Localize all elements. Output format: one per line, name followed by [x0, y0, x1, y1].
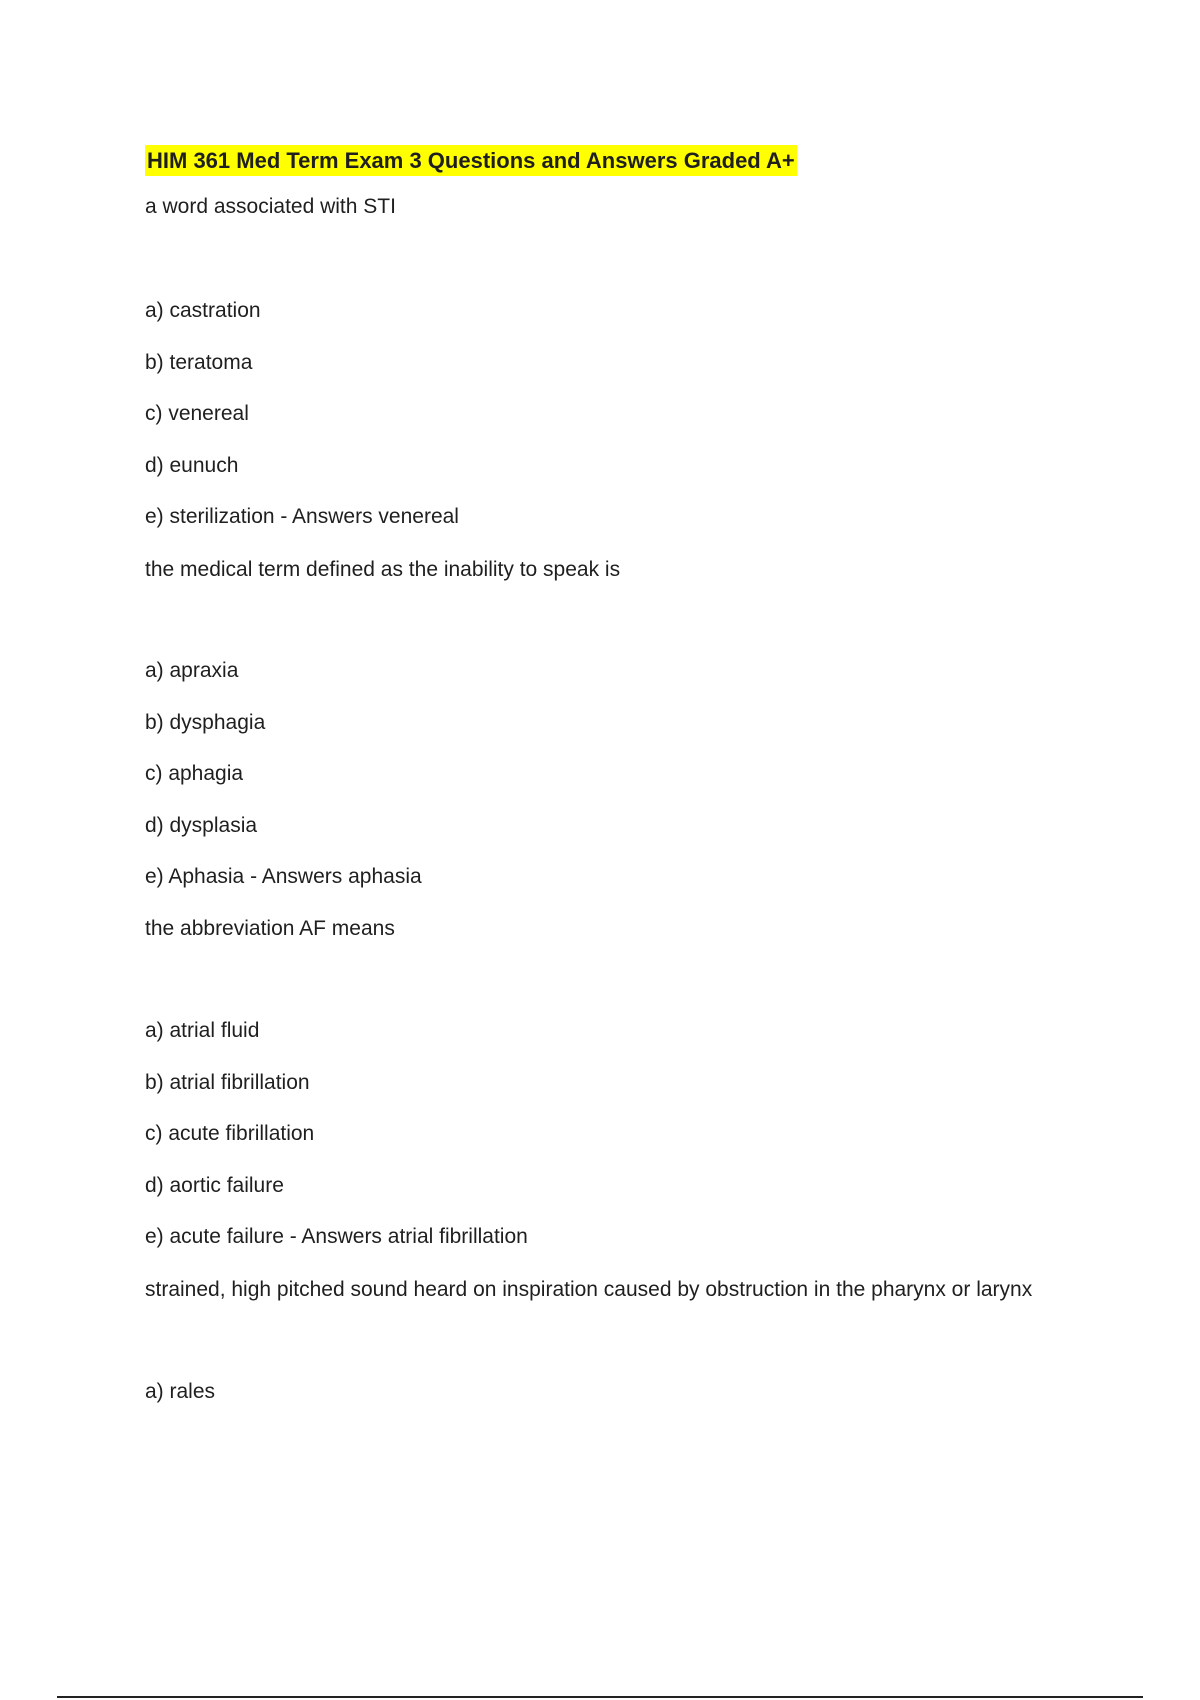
question-2-option-a: a) apraxia — [145, 659, 239, 682]
question-3-option-a: a) atrial fluid — [145, 1019, 260, 1042]
question-1-option-a: a) castration — [145, 299, 261, 322]
question-3-prompt: the abbreviation AF means — [145, 917, 395, 940]
question-3-option-e: e) acute failure - Answers atrial fibrillation — [145, 1225, 528, 1248]
question-2-option-c: c) aphagia — [145, 762, 244, 785]
question-3-option-d: d) aortic failure — [145, 1174, 284, 1197]
question-1-option-d: d) eunuch — [145, 454, 239, 477]
question-2-option-e: e) Aphasia - Answers aphasia — [145, 865, 422, 888]
question-1-option-e: e) sterilization - Answers venereal — [145, 505, 459, 528]
question-4-option-a: a) rales — [145, 1380, 216, 1403]
question-2-option-b: b) dysphagia — [145, 711, 266, 734]
question-1-prompt: a word associated with STI — [145, 195, 396, 218]
document-title: HIM 361 Med Term Exam 3 Questions and Answers Graded A+ — [145, 145, 797, 176]
page-bottom-rule — [57, 1696, 1143, 1698]
question-2-prompt: the medical term defined as the inability to speak is — [145, 558, 621, 581]
question-1-option-b: b) teratoma — [145, 351, 253, 374]
question-4-prompt: strained, high pitched sound heard on inspiration caused by obstruction in the pharynx or larynx — [145, 1278, 1033, 1301]
question-3-option-b: b) atrial fibrillation — [145, 1071, 310, 1094]
question-3-option-c: c) acute fibrillation — [145, 1122, 315, 1145]
question-1-option-c: c) venereal — [145, 402, 249, 425]
question-2-option-d: d) dysplasia — [145, 814, 258, 837]
